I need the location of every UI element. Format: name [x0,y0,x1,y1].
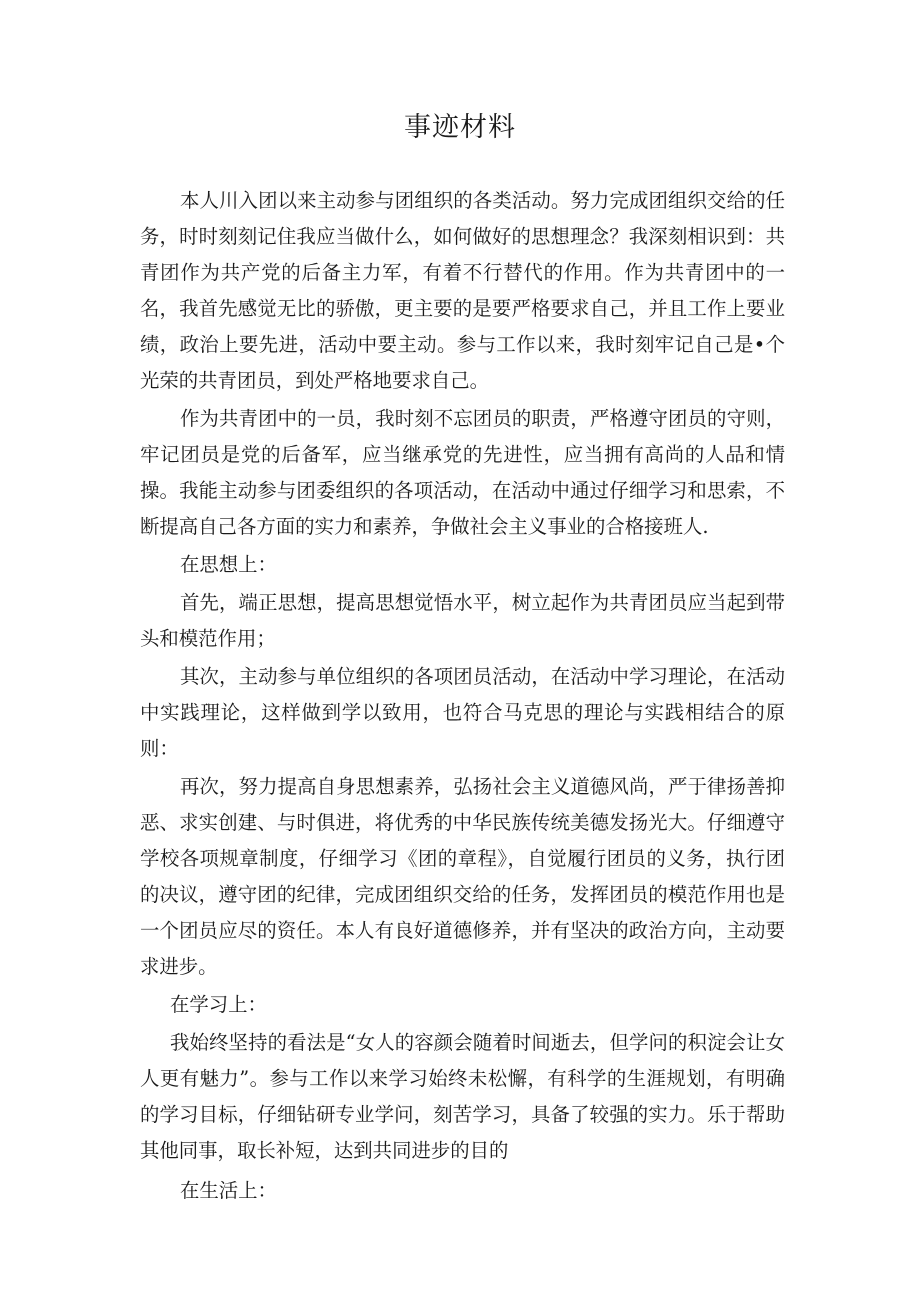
paragraph-study: 我始终坚持的看法是“女人的容颜会随着时间逝去，但学问的积淀会让女人更有魅力”。参与工作以来学习始终未松懈，有科学的生涯规划，有明确的学习目标，仔细钻研专业学问，刻苦学习，具备了较强的实力。乐于帮助其他同事，取长补短，达到共同进步的目的 [140,1031,785,1162]
heading-life: 在生活上： [180,1179,277,1202]
document-body [140,183,785,1209]
paragraph-first: 首先，端正思想，提高思想觉悟水平，树立起作为共青团员应当起到带头和模范作用； [140,591,785,650]
document-title: 事迹材料 [404,112,516,143]
paragraph-second: 其次，主动参与单位组织的各项团员活动，在活动中学习理论，在活动中实践理论，这样做到学以致用，也符合马克思的理论与实践相结合的原则： [140,665,785,760]
paragraph-intro: 本人川入团以来主动参与团组织的各类活动。努力完成团组织交给的任务，时时刻刻记住我应当做什么，如何做好的思想理念？我深刻相识到：共青团作为共产党的后备主力军，有着不行替代的作用。作为共青团中的一名，我首先感觉无比的骄傲，更主要的是要严格要求自己，并且工作上要业绩，政治上要先进，活动中要主动。参与工作以来，我时刻牢记自己是•个光荣的共青团员，到处严格地要求自己。 [140,189,785,392]
heading-thought: 在思想上： [180,553,277,576]
paragraph-third: 再次，努力提高自身思想素养，弘扬社会主义道德风尚，严于律扬善抑恶、求实创建、与时俱进，将优秀的中华民族传统美德发扬光大。仔细遵守学校各项规章制度，仔细学习《团的章程》，自觉履行团员的义务，执行团的决议，遵守团的纪律，完成团组织交给的任务，发挥团员的模范作用也是一个团员应尽的资任。本人有良好道德修养，并有坚决的政治方向，主动要求进步。 [140,775,785,978]
paragraph-duty: 作为共青团中的一员，我时刻不忘团员的职责，严格遵守团员的守则，牢记团员是党的后备军，应当继承党的先进性，应当拥有高尚的人品和情操。我能主动参与团委组织的各项活动，在活动中通过仔细学习和思索，不断提高自己各方面的实力和素养，争做社会主义事业的合格接班人. [140,407,785,538]
heading-study: 在学习上： [170,993,267,1016]
